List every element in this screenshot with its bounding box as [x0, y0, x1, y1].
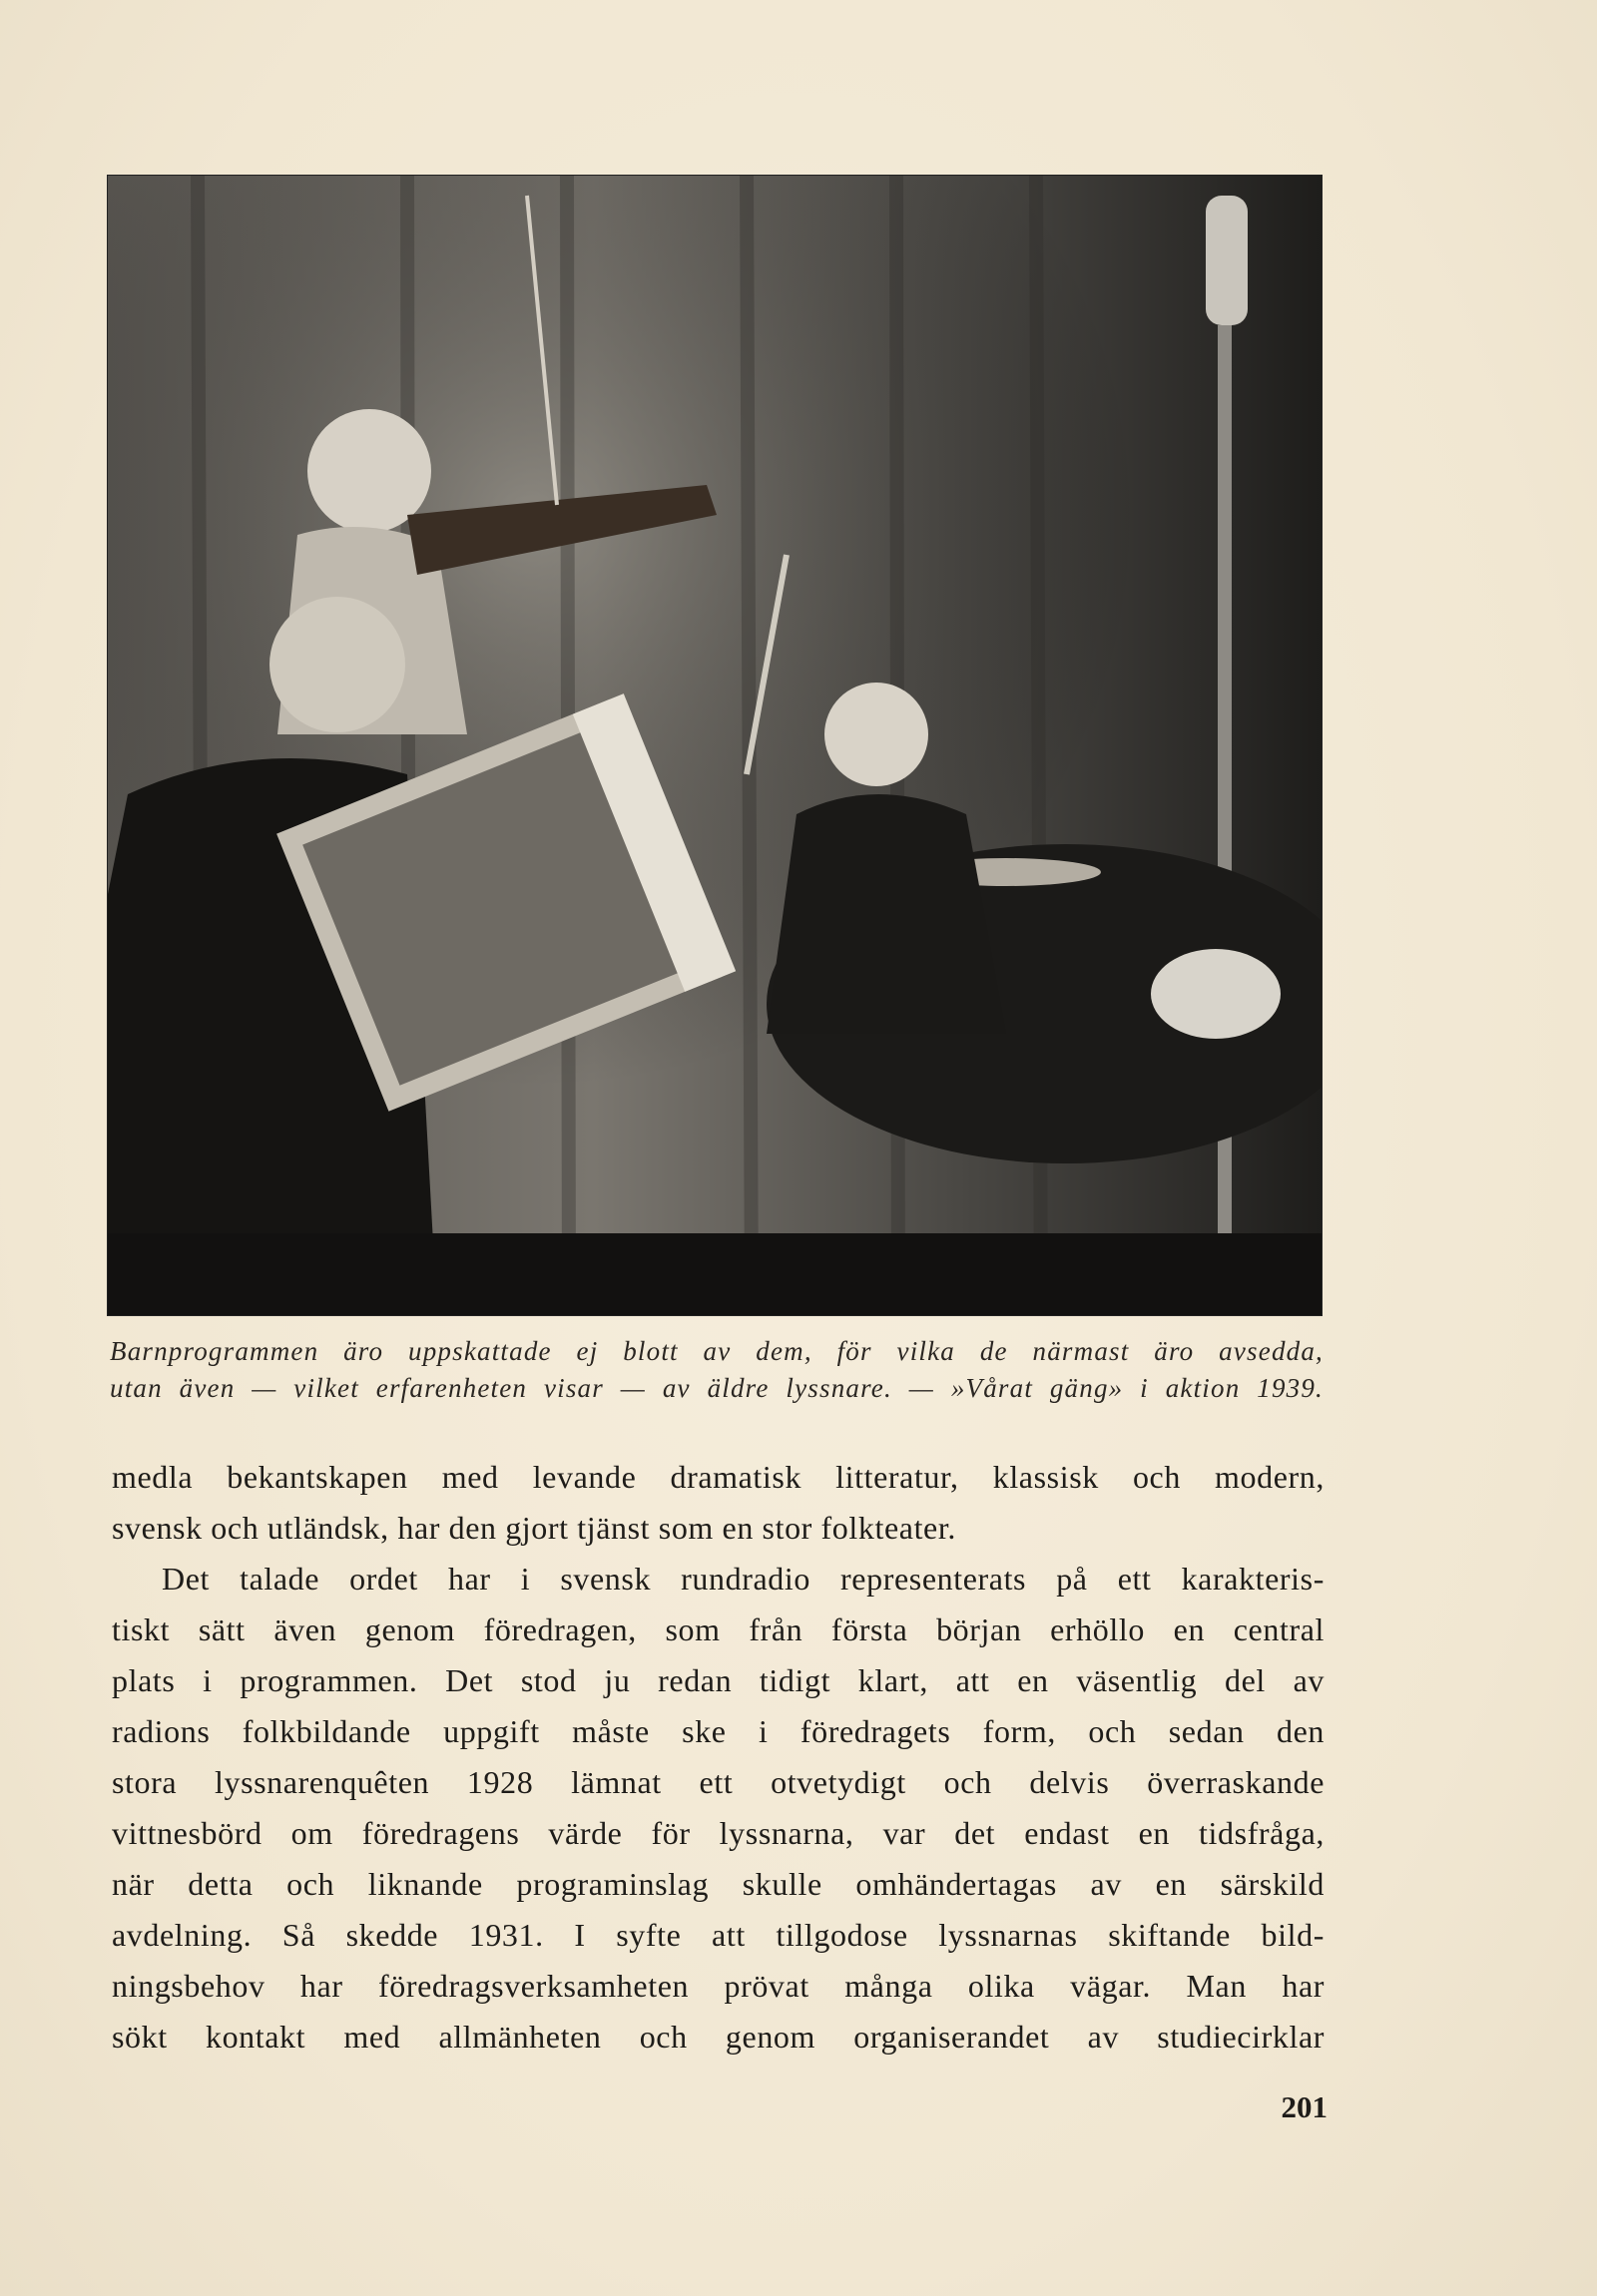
text-line: stora lyssnarenquêten 1928 lämnat ett otvetydigt och delvis överraskande	[112, 1764, 1325, 1800]
text-line: vittnesbörd om föredragens värde för lyssnarna, var det endast en tidsfråga,	[112, 1815, 1325, 1851]
text-line: avdelning. Så skedde 1931. I syfte att tillgodose lyssnarnas skiftande bild-	[112, 1917, 1325, 1953]
photograph-children-band	[108, 176, 1322, 1315]
text-line: ningsbehov har föredragsverksamheten prövat många olika vägar. Man har	[112, 1968, 1325, 2004]
text-line: radions folkbildande uppgift måste ske i föredragets form, och sedan den	[112, 1713, 1325, 1749]
microphone-shape	[1206, 196, 1248, 325]
text-line: medla bekantskapen med levande dramatisk litteratur, klassisk och modern,	[112, 1459, 1325, 1495]
text-line: när detta och liknande programinslag skulle omhändertagas av en särskild	[112, 1866, 1325, 1902]
text-line: sökt kontakt med allmänheten och genom organiserandet av studiecirklar	[112, 2019, 1325, 2055]
photo-illustration	[108, 176, 1322, 1315]
text-line: Det talade ordet har i svensk rundradio representerats på ett karakteris-	[162, 1561, 1325, 1597]
page-number: 201	[1281, 2089, 1328, 2124]
text-line: tiskt sätt även genom föredragen, som från första början erhöllo en central	[112, 1611, 1325, 1647]
photo-caption	[110, 1333, 1324, 1407]
text-line: svensk och utländsk, har den gjort tjänst som en stor folkteater.	[112, 1510, 956, 1546]
caption-line: Barnprogrammen äro uppskattade ej blott av dem, för vilka de närmast äro avsedda,	[110, 1336, 1324, 1366]
body-text	[112, 1452, 1325, 2063]
caption-line: utan även — vilket erfarenheten visar — av äldre lyssnare. — »Vårat gäng» i aktion 1939.	[110, 1373, 1324, 1403]
text-line: plats i programmen. Det stod ju redan tidigt klart, att en väsentlig del av	[112, 1662, 1325, 1698]
